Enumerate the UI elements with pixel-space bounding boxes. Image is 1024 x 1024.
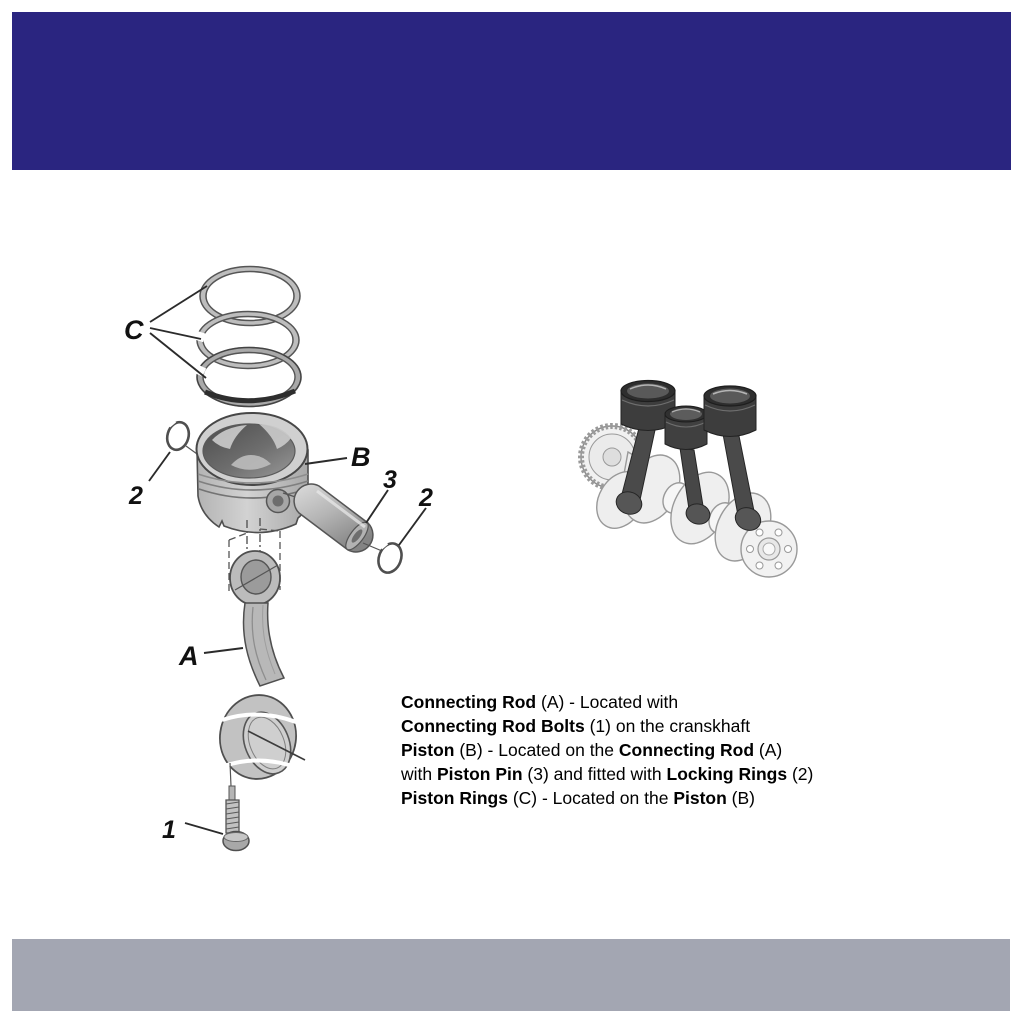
- caption-line-3: Piston (B) - Located on the Connecting Rod (A): [401, 740, 783, 760]
- label-piston-rings: C: [124, 315, 144, 345]
- assembled-piston-2: [665, 406, 707, 450]
- leader-locking-ring-left: [149, 452, 170, 481]
- caption-line-2: Connecting Rod Bolts (1) on the cranskhaft: [401, 716, 751, 736]
- caption-line-5: Piston Rings (C) - Located on the Piston (B): [401, 788, 756, 808]
- label-piston: B: [351, 442, 371, 472]
- label-locking-ring-left: 2: [129, 482, 143, 510]
- leader-rings-1: [150, 286, 207, 322]
- crankshaft-assembly-illustration: [581, 381, 797, 578]
- leader-locking-ring-right: [399, 508, 426, 545]
- leader-connecting-rod: [204, 648, 243, 653]
- caption-line-1: Connecting Rod (A) - Located with: [401, 692, 679, 712]
- caption-block: [401, 690, 921, 810]
- leader-bolt: [185, 823, 223, 834]
- label-locking-ring-right: 2: [419, 484, 433, 512]
- bottom-banner: [12, 939, 1010, 1011]
- label-bolt: 1: [162, 816, 176, 844]
- bolt-illustration: [162, 763, 249, 851]
- assembled-piston-3: [704, 386, 756, 437]
- caption-line-4: with Piston Pin (3) and fitted with Locking Rings (2): [401, 764, 814, 784]
- label-piston-pin: 3: [383, 466, 397, 494]
- connecting-rod-illustration: [178, 551, 305, 784]
- leader-piston: [305, 458, 347, 464]
- locking-ring-left-illustration: [128, 420, 204, 510]
- piston-rings-illustration: [124, 267, 301, 407]
- leader-rings-2: [150, 328, 201, 339]
- label-connecting-rod: A: [179, 641, 199, 671]
- leader-piston-pin: [366, 490, 388, 523]
